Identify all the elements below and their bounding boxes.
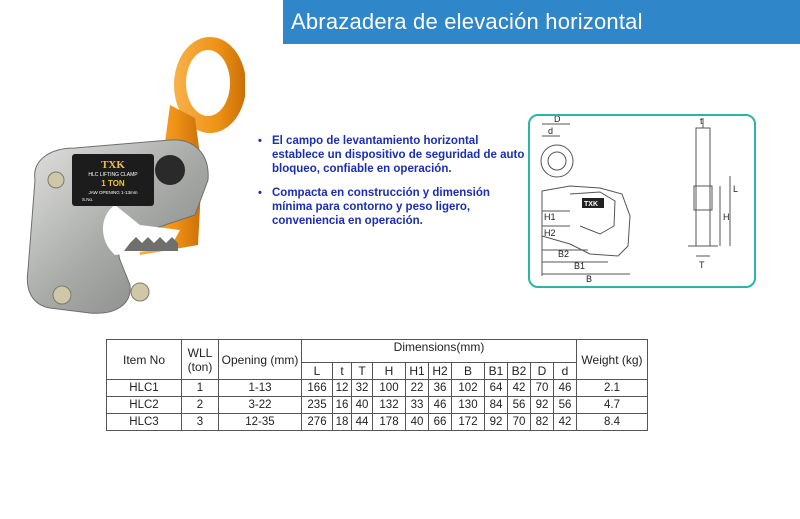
table-cell: 46 xyxy=(429,397,452,414)
col-wll: WLL (ton) xyxy=(182,340,219,380)
diagram-label-L: L xyxy=(733,184,739,194)
col-dim-L: L xyxy=(302,363,333,380)
table-cell: 70 xyxy=(531,380,554,397)
diagram-label-B1: B1 xyxy=(574,261,586,271)
table-cell: 42 xyxy=(508,380,531,397)
table-cell: 44 xyxy=(352,414,373,431)
table-cell: 33 xyxy=(406,397,429,414)
col-weight: Weight (kg) xyxy=(577,340,648,380)
diagram-brand: TXK xyxy=(584,201,598,208)
table-cell: 100 xyxy=(373,380,406,397)
table-cell: HLC1 xyxy=(107,380,182,397)
diagram-label-H1: H1 xyxy=(544,212,556,222)
table-cell: 4.7 xyxy=(577,397,648,414)
col-dimensions: Dimensions(mm) xyxy=(302,340,577,363)
table-cell: 22 xyxy=(406,380,429,397)
diagram-label-t: t xyxy=(700,116,703,126)
col-dim-B2: B2 xyxy=(508,363,531,380)
table-cell: 18 xyxy=(333,414,352,431)
col-dim-H2: H2 xyxy=(429,363,452,380)
bullet-icon: • xyxy=(258,187,262,199)
col-dim-D: D xyxy=(531,363,554,380)
diagram-label-B: B xyxy=(586,274,593,284)
feature-text: El campo de levantamiento horizontal establece un dispositivo de seguridad de auto bloqueo, confiable en operación. xyxy=(272,135,525,175)
table-cell: 36 xyxy=(429,380,452,397)
table-cell: 172 xyxy=(452,414,485,431)
diagram-label-H2: H2 xyxy=(544,228,556,238)
feature-list xyxy=(258,134,528,238)
diagram-label-B2: B2 xyxy=(558,249,570,259)
feature-text: Compacta en construcción y dimensión mínima para contorno y peso ligero, conveniencia en operación. xyxy=(272,187,490,227)
table-cell: 92 xyxy=(531,397,554,414)
table-cell: 40 xyxy=(406,414,429,431)
table-cell: 102 xyxy=(452,380,485,397)
plate-brand: TXK xyxy=(101,159,125,171)
bullet-icon: • xyxy=(258,135,262,147)
rivet-icon xyxy=(131,283,149,301)
table-cell: 132 xyxy=(373,397,406,414)
table-cell: 178 xyxy=(373,414,406,431)
col-dim-t: t xyxy=(333,363,352,380)
diagram-label-d: d xyxy=(548,126,554,136)
table-cell: HLC2 xyxy=(107,397,182,414)
diagram-drawing xyxy=(530,116,754,286)
table-cell: 1-13 xyxy=(219,380,302,397)
table-cell: 235 xyxy=(302,397,333,414)
table-cell: 64 xyxy=(485,380,508,397)
table-cell: 130 xyxy=(452,397,485,414)
table-cell: 16 xyxy=(333,397,352,414)
spec-table xyxy=(106,339,648,431)
diagram-ring xyxy=(541,145,573,177)
diagram-label-D: D xyxy=(554,116,561,124)
feature-item xyxy=(258,186,528,228)
table-cell: 2.1 xyxy=(577,380,648,397)
table-cell: 166 xyxy=(302,380,333,397)
table-cell: 12 xyxy=(333,380,352,397)
table-cell: 32 xyxy=(352,380,373,397)
table-cell: 12-35 xyxy=(219,414,302,431)
plate-line4: S.No. xyxy=(82,197,94,202)
table-cell: 1 xyxy=(182,380,219,397)
table-cell: 82 xyxy=(531,414,554,431)
locking-knob xyxy=(155,155,185,185)
plate-line3: JAW OPENING 1-13mm xyxy=(88,190,138,195)
rivet-icon xyxy=(48,172,64,188)
col-opening: Opening (mm) xyxy=(219,340,302,380)
col-dim-H1: H1 xyxy=(406,363,429,380)
table-cell: 3-22 xyxy=(219,397,302,414)
col-item-no: Item No xyxy=(107,340,182,380)
table-row xyxy=(107,414,648,431)
table-cell: HLC3 xyxy=(107,414,182,431)
page-title: Abrazadera de elevación horizontal xyxy=(291,9,643,34)
table-cell: 2 xyxy=(182,397,219,414)
diagram-label-T: T xyxy=(699,260,705,270)
table-cell: 46 xyxy=(554,380,577,397)
table-cell: 92 xyxy=(485,414,508,431)
col-dim-H: H xyxy=(373,363,406,380)
table-cell: 40 xyxy=(352,397,373,414)
product-photo xyxy=(20,30,245,315)
diagram-side-view xyxy=(696,128,710,246)
rivet-icon xyxy=(53,286,71,304)
plate-wll: 1 TON xyxy=(101,179,125,188)
table-row xyxy=(107,397,648,414)
table-row xyxy=(107,380,648,397)
plate-line1: HLC LIFTING CLAMP xyxy=(88,172,138,178)
table-cell: 56 xyxy=(508,397,531,414)
page-title-banner xyxy=(283,0,800,44)
table-cell: 8.4 xyxy=(577,414,648,431)
col-dim-B1: B1 xyxy=(485,363,508,380)
table-cell: 42 xyxy=(554,414,577,431)
table-cell: 66 xyxy=(429,414,452,431)
table-cell: 84 xyxy=(485,397,508,414)
table-cell: 56 xyxy=(554,397,577,414)
diagram-label-H: H xyxy=(723,212,730,222)
dimension-diagram xyxy=(528,114,756,288)
table-cell: 276 xyxy=(302,414,333,431)
table-cell: 3 xyxy=(182,414,219,431)
col-dim-B: B xyxy=(452,363,485,380)
col-dim-T: T xyxy=(352,363,373,380)
table-cell: 70 xyxy=(508,414,531,431)
col-dim-d: d xyxy=(554,363,577,380)
feature-item xyxy=(258,134,528,176)
